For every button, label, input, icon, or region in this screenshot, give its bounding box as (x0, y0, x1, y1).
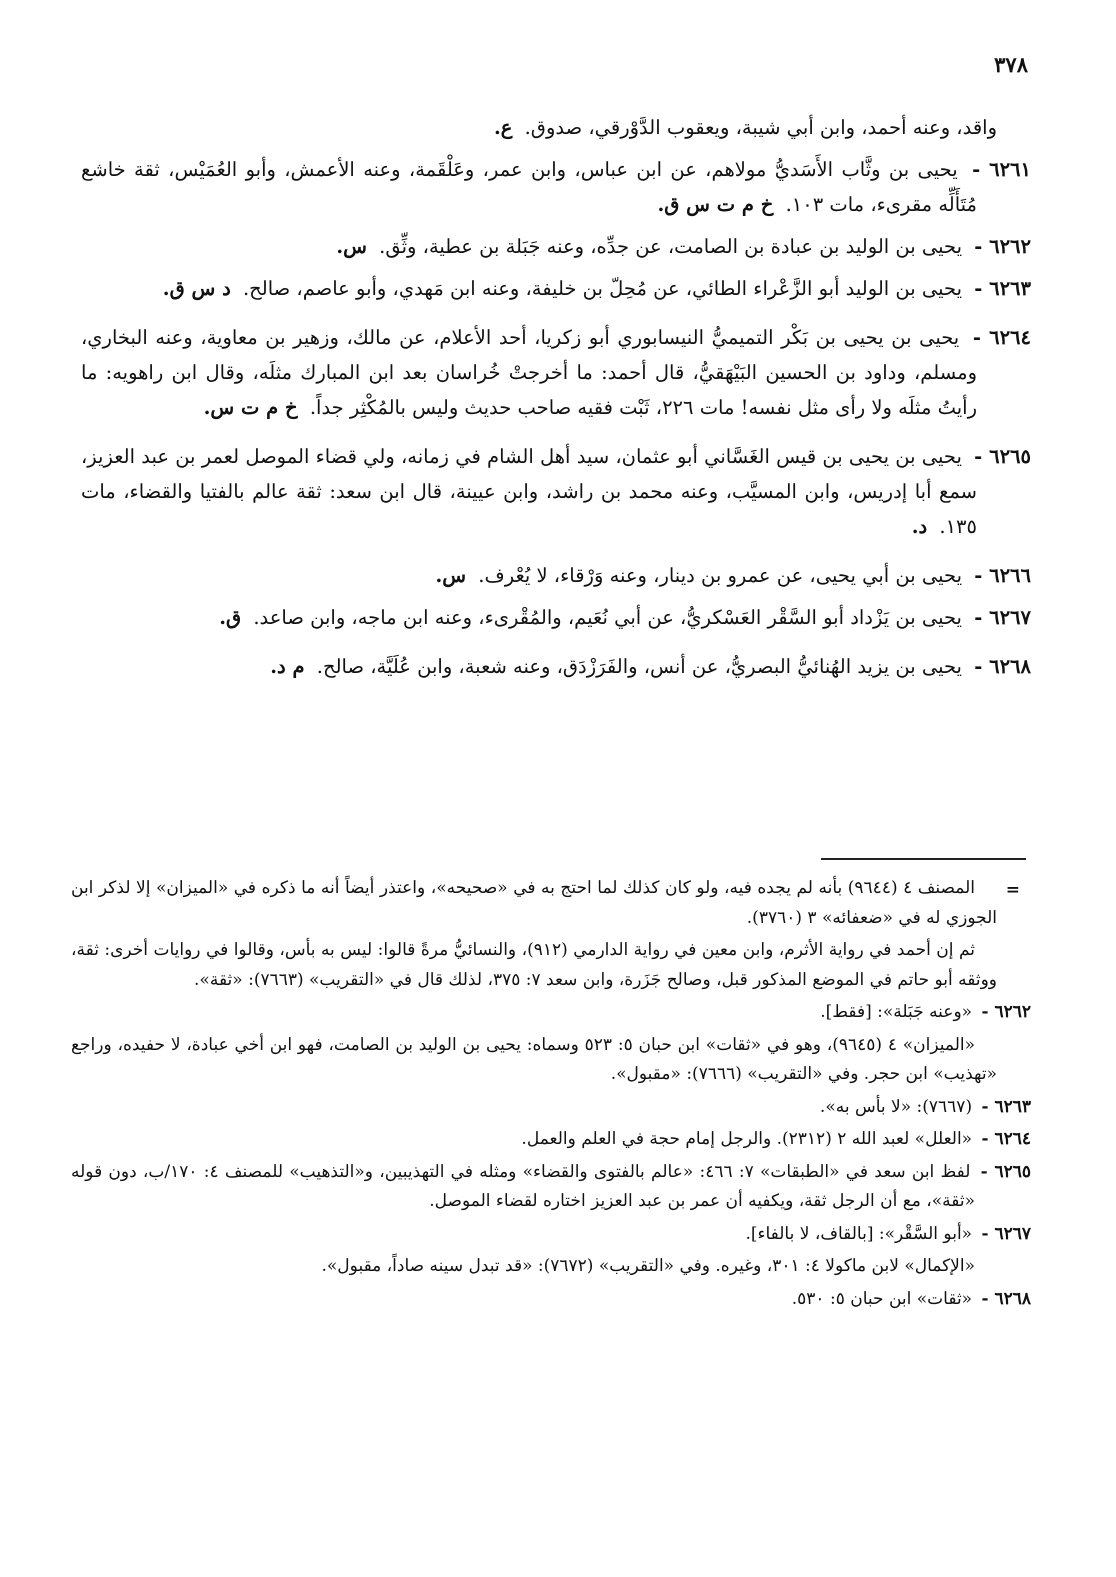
entry-continuation (81, 110, 1031, 145)
entry-6262 (81, 229, 1031, 264)
main-text (81, 110, 1031, 691)
footnote-text: (٧٦٦٧): «لا بأس به». (819, 1096, 973, 1117)
footnote-text: «العلل» لعبد الله ٢ (٢٣١٢). والرجل إمام حجة في العلم والعمل. (521, 1129, 973, 1149)
footnote-text: «وعنه جَبَلة»: [فقط]. (820, 1002, 973, 1022)
footnote-text: المصنف ٤ (٩٦٤٤) بأنه لم يجده فيه، ولو كان كذلك لما احتج به في «صحيحه»، واعتذر أيضاً أنه ما ذكره في «الميزان» إلا لذكر ابن الجوزي له في «ضعفائه» ٣ (٣٧٦٠). (71, 878, 997, 928)
entry-number: ٦٢٦٣ - (974, 277, 1031, 300)
entry-number: ٦٢٦٤ - (972, 326, 1032, 349)
entry-text: يحيى بن يحيى بن قيس الغَسَّاني أبو عثمان، سيد أهل الشام في زمانه، ولي قضاء الموصل لعمر بن عبد العزيز، سمع أبا إدريس، وابن المسيَّب، وعنه محمد بن راشد، وابن عيينة، قال ابن سعد: ثقة عالم بالفتيا والقضاء، مات ١٣٥. (81, 445, 977, 538)
footnote-text: «الإكمال» لابن ماكولا ٤: ٣٠١، وغيره. وفي «التقريب» (٧٦٧٢): «قد تبدل سينه صاداً، مقبول». (321, 1256, 975, 1276)
entry-sigla: خ م ت س. (203, 396, 298, 419)
footnote-6263 (71, 1093, 1031, 1123)
entry-sigla: م د. (270, 655, 305, 678)
page-number: ٣٧٨ (994, 52, 1028, 77)
entry-number: ٦٢٦٨ - (974, 655, 1031, 678)
entry-text: يحيى بن وثَّاب الأَسَديُّ مولاهم، عن ابن عباس، وابن عمر، وعَلْقَمة، وعنه الأعمش، وأبو العُمَيْس، ثقة خاشع مُتَأَلِّه مقرىء، مات ١٠٣. (81, 158, 977, 216)
entry-text: يحيى بن الوليد بن عبادة بن الصامت، عن جدِّه، وعنه جَبَلة بن عطية، وثِّق. (379, 235, 962, 258)
entry-text: يحيى بن يَزْداد أبو السَّقْر العَسْكريُّ، عن أبي نُعَيم، والمُقْرىء، وعنه ابن ماجه، وابن صاعد. (253, 606, 962, 629)
footnote-6264 (71, 1125, 1031, 1155)
footnote (71, 874, 1031, 933)
footnote-separator (821, 858, 1026, 860)
entry-number: ٦٢٦١ - (972, 158, 1031, 181)
entry-number: ٦٢٦٥ - (974, 445, 1031, 468)
footnotes (71, 874, 1031, 1317)
entry-sigla: س. (435, 564, 467, 587)
footnote-6267 (71, 1220, 1031, 1250)
footnote-text: «أبو السَّقْر»: [بالقاف، لا بالفاء]. (745, 1223, 973, 1244)
entry-number: ٦٢٦٦ - (974, 564, 1031, 587)
entry-text: يحيى بن يزيد الهُنائيُّ البصريُّ، عن أنس، والفَرَزْدَق، وعنه شعبة، وابن عُلَيَّة، صالح. (316, 655, 962, 678)
entry-sigla: س. (336, 235, 367, 258)
continuation-mark: = (1005, 880, 1020, 900)
entry-sigla: ق. (219, 606, 242, 629)
entry-sigla: د س ق. (162, 277, 231, 300)
footnote (71, 1252, 1031, 1282)
entry-6266 (81, 558, 1031, 593)
entry-text: واقد، وعنه أحمد، وابن أبي شيبة، ويعقوب الدَّوْرقي، صدوق. (524, 116, 997, 139)
entry-6265 (81, 439, 1031, 544)
footnote-text: «ثقات» ابن حبان ٥: ٥٣٠. (791, 1288, 973, 1309)
entry-text: يحيى بن الوليد أبو الزَّعْراء الطائي، عن مُحِلّ بن خليفة، وعنه ابن مَهدي، وأبو عاصم، صالح. (242, 277, 962, 300)
footnote-6268 (71, 1285, 1031, 1315)
entry-6263 (81, 271, 1031, 306)
entry-sigla: ع. (493, 116, 513, 139)
entry-6267 (81, 600, 1031, 635)
entry-text: يحيى بن يحيى بن بَكْر التميميُّ النيسابوري أبو زكريا، أحد الأعلام، عن مالك، وزهير بن معاوية، وعنه البخاري، ومسلم، وداود بن الحسين البَيْهَقيُّ، قال أحمد: ما أخرجتْ خُراسان بعد ابن المبارك مثلَه، وقال ابن راهويه: ما رأيتُ مثلَه ولا رأى مثل نفسه! مات ٢٢٦، ثَبْت فقيه صاحب حديث وليس بالمُكْثِر جداً. (81, 326, 977, 419)
footnote-6265 (71, 1158, 1031, 1217)
entry-number: ٦٢٦٢ - (974, 235, 1031, 258)
entry-6264 (81, 320, 1031, 425)
footnote-text: لفظ ابن سعد في «الطبقات» ٧: ٤٦٦: «عالم بالفتوى والقضاء» ومثله في التهذيبين، و«التذهيب» للمصنف ٤: ١٧٠/ب، دون قوله «ثقة»، مع أن الرجل ثقة، ويكفيه أن عمر بن عبد العزيز اختاره لقضاء الموصل. (71, 1161, 975, 1211)
footnote-text: ثم إن أحمد في رواية الأثرم، وابن معين في رواية الدارمي (٩١٢)، والنسائيُّ مرةً قالوا: ليس به بأس، وقالوا في روايات أخرى: ثقة، ووثقه أبو حاتم في الموضع المذكور قبل، وصالح جَزَرة، وابن سعد ٧: ٣٧٥، لذلك قال في «التقريب» (٧٦٦٣): «ثقة». (71, 940, 997, 990)
footnote-number: ٦٢٦٨ - (981, 1288, 1031, 1309)
entry-number: ٦٢٦٧ - (974, 606, 1031, 629)
entry-6261 (81, 152, 1031, 222)
entry-text: يحيى بن أبي يحيى، عن عمرو بن دينار، وعنه وَرْقاء، لا يُعْرف. (478, 564, 962, 587)
footnote (71, 936, 1031, 995)
entry-sigla: د. (911, 515, 928, 538)
footnote-number: ٦٢٦٤ - (981, 1129, 1031, 1149)
footnote-text: «الميزان» ٤ (٩٦٤٥)، وهو في «ثقات» ابن حبان ٥: ٥٢٣ وسماه: يحيى بن الوليد بن الصامت، فهو ابن أخي عبادة، لا حفيده، وراجع «تهذيب» ابن حجر. وفي «التقريب» (٧٦٦٦): «مقبول». (71, 1034, 997, 1084)
footnote-number: ٦٢٦٧ - (981, 1223, 1031, 1244)
entry-sigla: خ م ت س ق. (657, 193, 774, 216)
entry-6268 (81, 649, 1031, 684)
footnote-number: ٦٢٦٥ - (980, 1161, 1031, 1182)
footnote-number: ٦٢٦٣ - (981, 1096, 1031, 1117)
footnote-number: ٦٢٦٢ - (981, 1002, 1031, 1022)
footnote-6262 (71, 998, 1031, 1028)
footnote (71, 1031, 1031, 1090)
